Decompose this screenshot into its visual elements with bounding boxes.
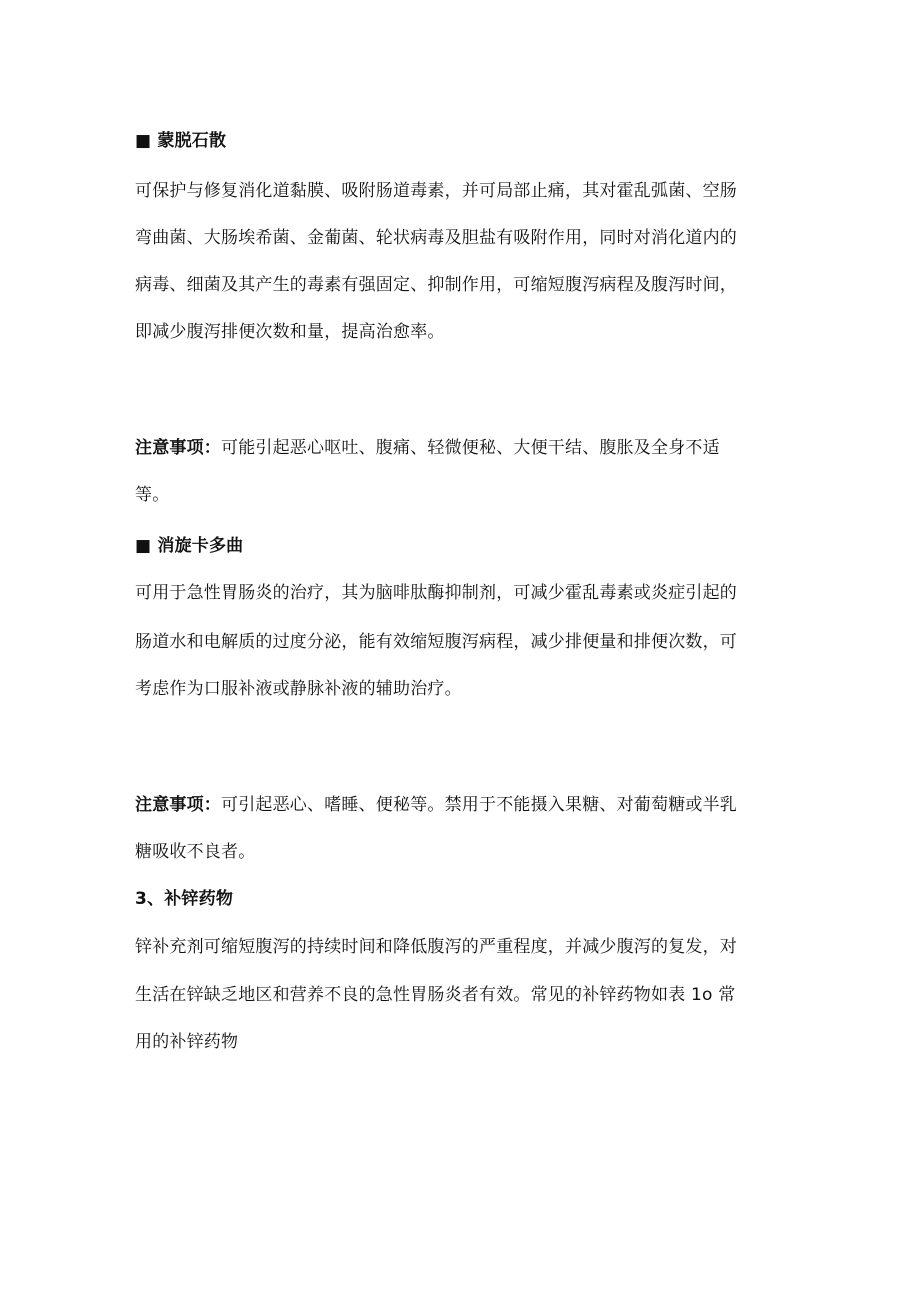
paragraph-line: 用的补锌药物 — [135, 1032, 239, 1052]
paragraph-line: 考虑作为口服补液或静脉补液的辅助治疗。 — [135, 679, 462, 699]
note-text: 可能引起恶心呕吐、腹痛、轻微便秘、大便干结、腹胀及全身不适 — [221, 438, 720, 458]
section-heading-montmorillonite: ■ 蒙脱石散 — [135, 131, 227, 151]
paragraph-line: 肠道水和电解质的过度分泌，能有效缩短腹泻病程，减少排便量和排便次数，可 — [135, 632, 737, 652]
paragraph-line: 弯曲菌、大肠埃希菌、金葡菌、轮状病毒及胆盐有吸附作用，同时对消化道内的 — [135, 228, 737, 248]
paragraph-line: 生活在锌缺乏地区和营养不良的急性胃肠炎者有效。常见的补锌药物如表 1o 常 — [135, 985, 736, 1005]
note-line — [135, 436, 790, 460]
note-line: 等。 — [135, 485, 170, 505]
note-text: 可引起恶心、嗜睡、便秘等。禁用于不能摄入果糖、对葡萄糖或半乳 — [221, 795, 737, 815]
paragraph-line: 锌补充剂可缩短腹泻的持续时间和降低腹泻的严重程度，并减少腹泻的复发，对 — [135, 937, 737, 957]
paragraph-line: 可用于急性胃肠炎的治疗，其为脑啡肽酶抑制剂，可减少霍乱毒素或炎症引起的 — [135, 583, 737, 603]
note-line — [135, 793, 790, 817]
paragraph-line: 可保护与修复消化道黏膜、吸附肠道毒素，并可局部止痛，其对霍乱弧菌、空肠 — [135, 181, 737, 201]
section-heading-racecadotril: ■ 消旋卡多曲 — [135, 536, 244, 556]
note-label: 注意事项： — [135, 438, 221, 458]
section-heading-zinc: 3、补锌药物 — [135, 889, 234, 909]
note-label: 注意事项： — [135, 795, 221, 815]
note-line: 糖吸收不良者。 — [135, 842, 256, 862]
paragraph-line: 病毒、细菌及其产生的毒素有强固定、抑制作用，可缩短腹泻病程及腹泻时间， — [135, 275, 737, 295]
paragraph-line: 即减少腹泻排便次数和量，提高治愈率。 — [135, 322, 445, 342]
